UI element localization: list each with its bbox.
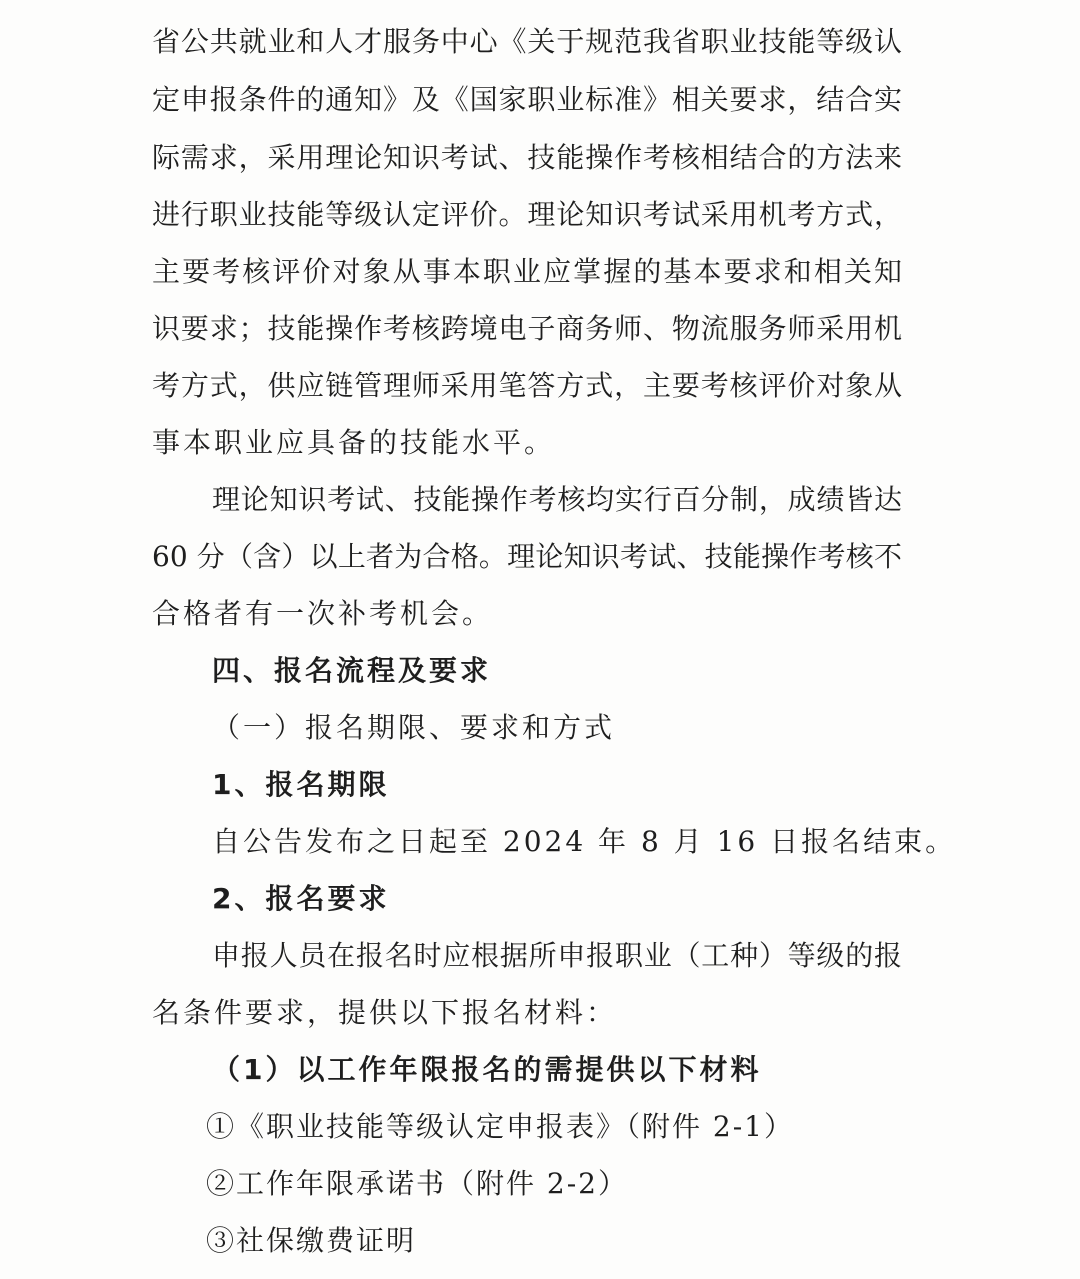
section-heading: 四、报名流程及要求	[212, 654, 492, 687]
body-text-line: 主要考核评价对象从事本职业应掌握的基本要求和相关知	[152, 255, 902, 288]
item-heading-registration-period: 1、报名期限	[212, 768, 390, 801]
paragraph-first-line: 理论知识考试、技能操作考核均实行百分制，成绩皆达	[212, 483, 902, 516]
body-text-line: 事本职业应具备的技能水平。	[152, 426, 556, 459]
body-text-line: 际需求，采用理论知识考试、技能操作考核相结合的方法来	[152, 141, 902, 174]
paragraph-first-line: 申报人员在报名时应根据所申报职业（工种）等级的报	[212, 939, 902, 972]
body-text-line: 合格者有一次补考机会。	[152, 597, 494, 630]
material-category-heading: （1）以工作年限报名的需提供以下材料	[212, 1053, 762, 1086]
body-text-line: 60 分（含）以上者为合格。理论知识考试、技能操作考核不	[152, 540, 902, 573]
material-list-item: ②工作年限承诺书（附件 2-2）	[206, 1167, 628, 1200]
subsection-heading: （一）报名期限、要求和方式	[212, 711, 616, 744]
body-text-line: 考方式，供应链管理师采用笔答方式，主要考核评价对象从	[152, 369, 902, 402]
body-text-line: 名条件要求，提供以下报名材料：	[152, 996, 618, 1029]
body-text-line: 进行职业技能等级认定评价。理论知识考试采用机考方式，	[152, 198, 902, 231]
material-list-item: ①《职业技能等级认定申报表》（附件 2-1）	[206, 1110, 794, 1143]
registration-period-text: 自公告发布之日起至 2024 年 8 月 16 日报名结束。	[212, 825, 957, 858]
body-text-line: 识要求；技能操作考核跨境电子商务师、物流服务师采用机	[152, 312, 902, 345]
body-text-line: 省公共就业和人才服务中心《关于规范我省职业技能等级认	[152, 25, 902, 58]
item-heading-registration-requirements: 2、报名要求	[212, 882, 390, 915]
body-text-line: 定申报条件的通知》及《国家职业标准》相关要求，结合实	[152, 83, 902, 116]
material-list-item: ③社保缴费证明	[206, 1224, 417, 1257]
